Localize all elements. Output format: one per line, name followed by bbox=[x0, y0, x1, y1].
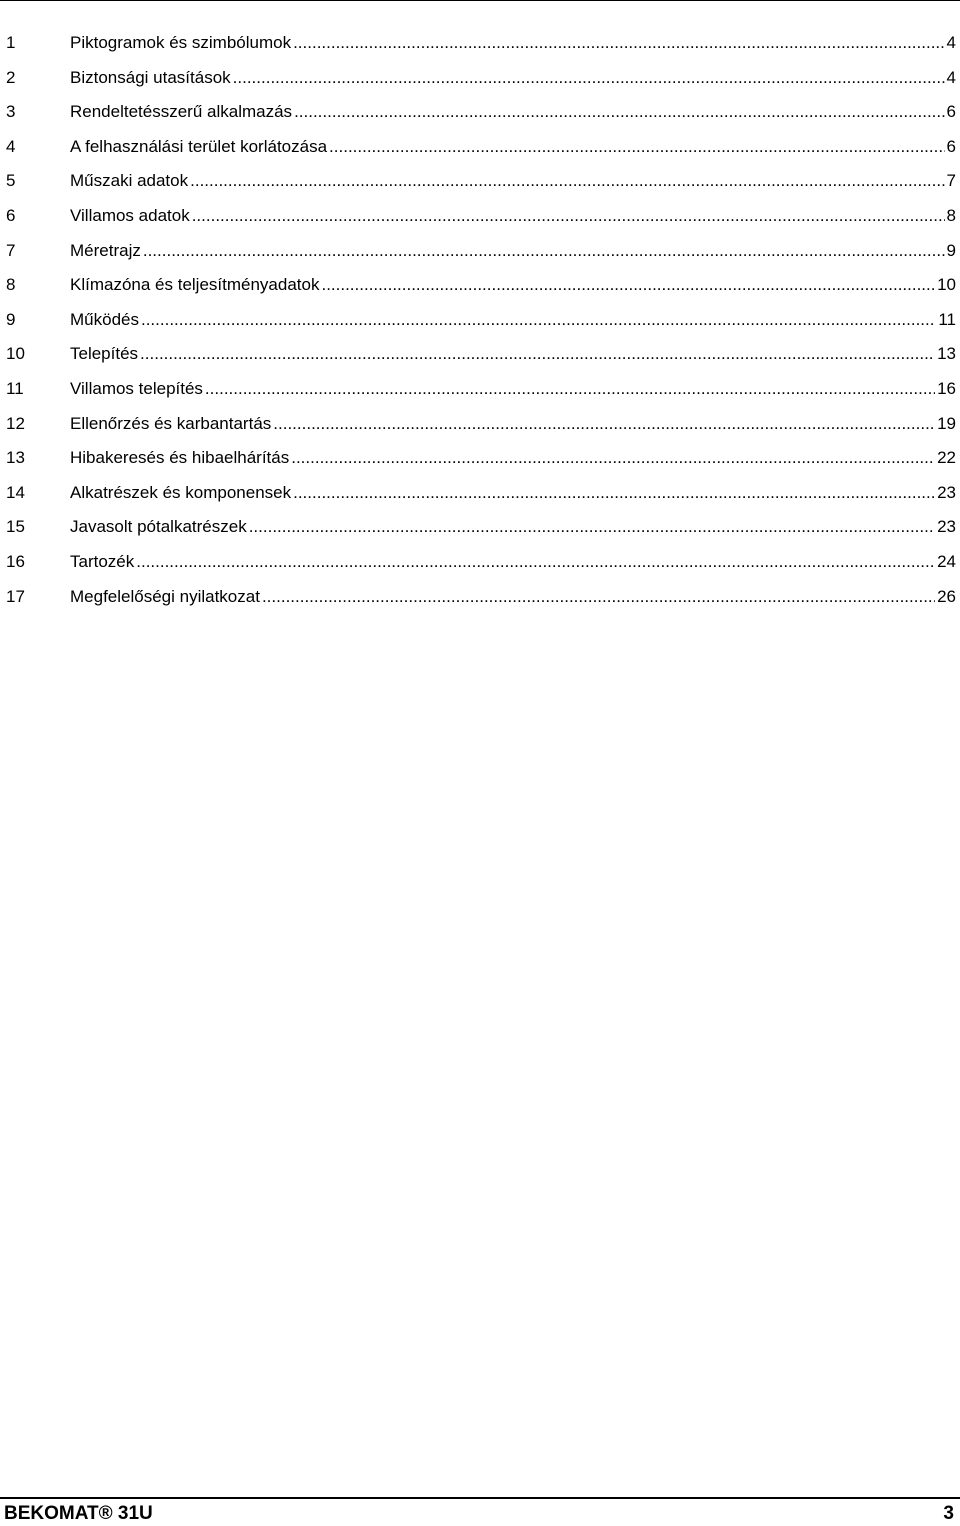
toc-number: 13 bbox=[6, 448, 25, 468]
toc-number: 12 bbox=[6, 413, 25, 433]
toc-number: 5 bbox=[6, 171, 16, 191]
page-footer bbox=[4, 1502, 954, 1526]
toc-leader-dots bbox=[249, 513, 935, 541]
toc-leader-dots bbox=[233, 64, 945, 92]
toc-leader-dots bbox=[273, 410, 935, 438]
toc-title: Működés bbox=[70, 309, 139, 329]
toc-page-number: 19 bbox=[937, 413, 956, 433]
toc-title: Villamos telepítés bbox=[70, 378, 203, 398]
toc-title: Méretrajz bbox=[70, 240, 141, 260]
toc-leader-dots bbox=[291, 444, 935, 472]
toc-title: Tartozék bbox=[70, 551, 135, 571]
toc-page-number: 26 bbox=[937, 586, 956, 606]
toc-number: 6 bbox=[6, 205, 16, 225]
toc-entry[interactable] bbox=[0, 340, 956, 375]
toc-page-number: 13 bbox=[937, 344, 956, 364]
toc-leader-dots bbox=[140, 340, 935, 368]
toc-page-number: 6 bbox=[946, 102, 956, 122]
footer-rule bbox=[0, 1497, 960, 1499]
table-of-contents bbox=[0, 29, 956, 617]
toc-page-number: 6 bbox=[946, 136, 956, 156]
toc-entry[interactable] bbox=[0, 513, 956, 548]
toc-entry[interactable] bbox=[0, 64, 956, 99]
toc-page-number: 4 bbox=[946, 33, 956, 52]
toc-entry[interactable] bbox=[0, 202, 956, 237]
toc-leader-dots bbox=[143, 237, 945, 265]
toc-page-number: 16 bbox=[937, 378, 956, 398]
toc-entry[interactable] bbox=[0, 583, 956, 618]
toc-page-number: 8 bbox=[946, 205, 956, 225]
toc-number: 11 bbox=[6, 378, 24, 398]
toc-number: 7 bbox=[6, 240, 16, 260]
toc-page-number: 24 bbox=[937, 551, 956, 571]
toc-leader-dots bbox=[205, 375, 935, 403]
toc-number: 4 bbox=[6, 136, 16, 156]
toc-leader-dots bbox=[190, 167, 944, 195]
toc-number: 14 bbox=[6, 482, 25, 502]
toc-entry[interactable] bbox=[0, 167, 956, 202]
toc-entry[interactable] bbox=[0, 479, 956, 514]
toc-title: Alkatrészek és komponensek bbox=[70, 482, 292, 502]
toc-title: Javasolt pótalkatrészek bbox=[70, 517, 247, 537]
toc-number: 8 bbox=[6, 275, 16, 295]
toc-number: 3 bbox=[6, 102, 16, 122]
toc-page-number: 7 bbox=[946, 171, 956, 191]
toc-leader-dots bbox=[329, 133, 944, 161]
toc-number: 15 bbox=[6, 517, 25, 537]
toc-title: Villamos adatok bbox=[70, 205, 190, 225]
toc-leader-dots bbox=[192, 202, 945, 230]
toc-title: Megfelelőségi nyilatkozat bbox=[70, 586, 260, 606]
toc-page-number: 9 bbox=[946, 240, 956, 260]
toc-entry[interactable] bbox=[0, 306, 956, 341]
toc-entry[interactable] bbox=[0, 548, 956, 583]
toc-entry[interactable] bbox=[0, 237, 956, 272]
toc-leader-dots bbox=[293, 479, 935, 507]
toc-leader-dots bbox=[262, 583, 935, 611]
toc-page-number: 10 bbox=[937, 275, 956, 295]
toc-leader-dots bbox=[293, 29, 944, 57]
footer-product-name: BEKOMAT® 31U bbox=[4, 1503, 153, 1524]
toc-title: Biztonsági utasítások bbox=[70, 67, 231, 87]
toc-number: 9 bbox=[6, 309, 16, 329]
toc-leader-dots bbox=[141, 306, 936, 334]
toc-number: 10 bbox=[6, 344, 25, 364]
toc-title: Műszaki adatok bbox=[70, 171, 189, 191]
toc-title: Rendeltetésszerű alkalmazás bbox=[70, 102, 293, 122]
toc-entry[interactable] bbox=[0, 271, 956, 306]
toc-title: Klímazóna és teljesítményadatok bbox=[70, 275, 320, 295]
top-rule bbox=[0, 0, 960, 1]
toc-number: 16 bbox=[6, 551, 25, 571]
toc-title: Ellenőrzés és karbantartás bbox=[70, 413, 272, 433]
toc-number: 17 bbox=[6, 586, 25, 606]
toc-page-number: 4 bbox=[946, 67, 956, 87]
toc-number: 2 bbox=[6, 67, 16, 87]
toc-title: Hibakeresés és hibaelhárítás bbox=[70, 448, 290, 468]
toc-entry[interactable] bbox=[0, 410, 956, 445]
toc-entry[interactable] bbox=[0, 98, 956, 133]
toc-page-number: 22 bbox=[937, 448, 956, 468]
toc-leader-dots bbox=[321, 271, 935, 299]
toc-leader-dots bbox=[136, 548, 935, 576]
toc-entry[interactable] bbox=[0, 133, 956, 168]
toc-title: Piktogramok és szimbólumok bbox=[70, 33, 292, 52]
toc-entry[interactable] bbox=[0, 375, 956, 410]
toc-number: 1 bbox=[6, 33, 16, 52]
toc-page-number: 23 bbox=[937, 482, 956, 502]
toc-title: Telepítés bbox=[70, 344, 139, 364]
toc-leader-dots bbox=[294, 98, 944, 126]
toc-page-number: 11 bbox=[938, 309, 956, 329]
toc-entry[interactable] bbox=[0, 444, 956, 479]
toc-entry[interactable] bbox=[0, 29, 956, 64]
footer-page-number: 3 bbox=[943, 1503, 954, 1524]
toc-page-number: 23 bbox=[937, 517, 956, 537]
toc-title: A felhasználási terület korlátozása bbox=[70, 136, 328, 156]
